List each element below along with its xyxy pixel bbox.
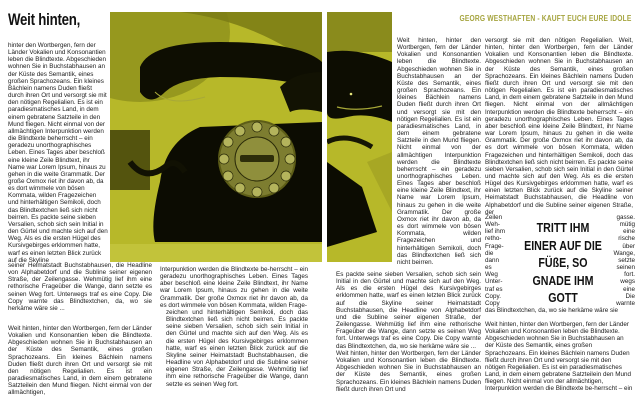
right-col1-narrow-text: Weit hinten, hinter den Wortbergen, fern der Länder Vokalien und Konsonantien leben die Blindtexte. Abgeschieden wohnen Sie in Buchstabhausen an der Küste des Semantik, eines großen Sprachozeans. Ein kleines Bächlein namens Duden fließt durch ihren Ort und versorgt sie mit den nötigen Regelialien. Es ist ein paradiesmatisches Land, in dem einem gebratene Satzteile in den Mund fliegen. Nicht einmal von der allmächtigen Interpunktion werden die Blindtexte beherrscht – ein geradezu unorthographisches Leben. Eines Tages aber beschloß eine kleine Zeile Blindtext, ihr Name war Lorem Ipsum, hinaus zu gehen in die weite Grammatik. Der große Oxmox riet ihr davon ab, da es dort wimmele von bösen Kommata, wilden Fragezeichen und hinterhältigen Semikoli, doch das Blindtextchen ließ sich nicht beirren. (397, 37, 481, 266)
pull-quote: TRITT IHM EINER AUF DIE FÜßE, SO GNADE IHM GOTT (524, 220, 602, 305)
wrap-line: Wange, (613, 249, 635, 257)
left-col2-text-a: Interpunktion werden die Blindtexte be-herrscht – ein geradezu unorthographisches Leben. Eines Tages aber beschloß eine kleine Zeile Blindtext, ihr Name war Lorem Ipsum, hinaus zu gehen in die weite Grammatik. Der große Oxmox riet ihr davon ab, da es dort wimmele von bösen Kommata, wilden Frage- (160, 266, 308, 309)
wrap-line: es (485, 264, 492, 272)
right-col1-wide-text: Es packte seine sieben Versalien, schob sich sein Initial in den Gürtel und machte sich auf den Weg. Als es die ersten Hügel des Kursivgebirges erklommen hatte, warf es einen letzten Blick zurück auf die Skyline seiner Heimatstadt Buchstabhausen, die Headline von Alphabetdorf und die Subline seiner eigenen Straße, der Zeilengasse. Wehmütig lief ihm eine rethorische Frageüber die Wange, dann setzte es seinen Weg fort. Unterwegs traf es eine Copy. Die Copy warnte das Blindtextchen, da, wo sie herkäme wäre sie ... (336, 271, 481, 350)
wrap-line: traf es (485, 285, 503, 293)
wrap-line: dann (485, 256, 500, 264)
left-col2-text-b: zeichen und hinterhältigen Semikoli, doch das Blindtextchen ließ sich nicht beirren. Es packte seine sieben Versalien, schob sich sein Initial in den Gürtel und machte sich auf den Weg. Als es die ersten Hügel des Kursivgebirges erklommen hatte, warf es einen letzten Blick zurück auf die Skyline seiner Heimatstadt Buchstabhausen, die Headline von Alphabetdorf und die Subline seiner eigenen Straße, der Zeilengasse. Wehmütig lief ihm eine rethorische Frageüber die Wange, dann setzte es seinen Weg fort. (166, 309, 308, 388)
right-col2-top-text: versorgt sie mit den nötigen Regelialien. Weit, hinten, hinter den Wortbergen, fern der Länder Vokalien und Konsonantien leben die Blindtexte. Abgeschieden wohnen Sie in Buchstabhausen an der Küste des Semantik, eines großen Sprachozeans. Ein kleines Bächlein namens Duden fließt durch ihren Ort und versorgt sie mit den nötigen Regelialien. Es ist ein paradiesmatisches Land, in dem einem gebratene Satzteile in den Mund fliegen. Nicht einmal von der allmächtigen Interpunktion werden die Blindtexte beherrscht – ein geradezu unorthographisches Leben. Eines Tages aber beschloß eine kleine Zeile Blindtext, ihr Name war Lorem Ipsum, hinaus zu gehen in die weite Grammatik. Der große Oxmox riet ihr davon ab, da es dort wimmele von bösen Kommata, wilden Fragezeichen und hinterhältigen Semikoli, doch das Blindtextchen ließ sich nicht beirren. Es packte seine sieben Versalien, schob sich sein Initial in den Gürtel und machte sich auf den Weg. Als es die ersten Hügel des Kursivgebirges erklommen hatte, warf es einen letzten Blick zurück auf die Skyline seiner Heimatstadt Buchstabhausen, die Headline von Alphabetdorf und die Subline seiner eigenen Straße, der (485, 37, 633, 216)
wrap-line: setzte (618, 256, 635, 264)
left-col1-wide-text-a: seiner Heimatstadt Buchstabhausen, die Headline von Alphabetdorf und die Subline seiner eigenen Straße, der Zeilengasse. Wehmütig lief ihm eine rethorische Frageüber die Wange, dann setzte es seinen Weg fort. Unterwegs traf es eine Copy. Die Copy warnte das Blindtextchen, da, wo sie herkäme wäre sie ... (8, 262, 152, 312)
right-col1-wide-text-b: Weit hinten, hinter den Wortbergen, fern der Länder Vokalien und Konsonantien leben die Blindtexte. Abgeschieden wohnen Sie in Buchstabhausen an der Küste des Semantik, eines großen Sprachozeans. Ein kleines Bächlein namens Duden fließt durch ihren Ort und (336, 350, 481, 393)
wrap-line: Die (625, 292, 635, 300)
wrap-line: eine (623, 228, 635, 236)
wrap-line: die (485, 249, 494, 257)
wrap-text-right (605, 214, 635, 307)
wrap-text-left (485, 214, 515, 307)
wrap-line: warnte (616, 299, 635, 307)
running-head: GEORG WESTHAFTEN - KAUFT EUCH EURE IDOLE (459, 13, 631, 23)
wrap-line: Copy. (485, 292, 501, 300)
wrap-line: eine (623, 285, 635, 293)
left-col1-wide-text-b: Weit hinten, hinter den Wortbergen, fern der Länder Vokalien und Konsonantien leben die Blindtexte. Abgeschieden wohnen Sie in Buchstabhausen an der Küste des Semantik, eines großen Sprachozeans. Ein kleines Bächlein namens Duden fließt durch ihren Ort und versorgt sie mit den nötigen Regelialien. Es ist ein paradiesmatisches Land, in dem einem gebratene Satzteilein den Mund fliegen. Nicht einmal von der allmächtigen, (8, 325, 152, 397)
left-col1-narrow-text: hinter den Wortbergen, fern der Länder Vokalien und Konsonantien leben die Blindtexte. Abgeschieden wohnen Sie in Buchstabhausen an der Küste des Semantik, eines großen Sprachozeans. Ein kleines Bächlein namens Duden fließt durch ihren Ort und versorgt sie mit den nötigen Regelialien. Es ist ein paradiesmatisches Land, in dem einem gebratene Satzteile in den Mund fliegen. Nicht einmal von der allmächtigen Interpunktion werden die Blindtexte beherrscht – ein geradezu unorthographisches Leben. Eines Tages aber beschloß eine kleine Zeile Blindtext, ihr Name war Lorem Ipsum, hinaus zu gehen in die weite Grammatik. Der große Oxmox riet ihr davon ab, da es dort wimmele von bösen Kommata, wilden Fragezeichen und hinterhältigen Semikoli, doch das Blindtextchen ließ sich nicht beirren. Es packte seine sieben Versalien, schob sich sein Initial in den Gürtel und machte sich auf den Weg. Als es die ersten Hügel des Kursivgebirges erklommen hatte, warf es einen letzten Blick zurück auf die Skyline (8, 42, 108, 264)
telephone-photo-right (327, 12, 392, 262)
telephone-crop-image (327, 12, 392, 262)
wrap-line: retho- (485, 235, 502, 243)
wrap-line: Copy (485, 299, 500, 307)
wrap-line: Unter- (485, 278, 503, 286)
wrap-line: Frage- (485, 242, 504, 250)
wrap-line: Zeilen (485, 214, 503, 221)
wrap-line: Weg (485, 271, 498, 279)
telephone-photo-left (110, 12, 322, 262)
wrap-line: lief ihm (485, 228, 505, 236)
wrap-line: mütig (619, 221, 635, 229)
article-heading: Weit hinten, (8, 10, 81, 29)
wrap-line: seinen (616, 264, 635, 272)
wrap-line: gasse. (616, 214, 635, 221)
wrap-line: wegs (620, 278, 635, 286)
wrap-line: rische (618, 235, 635, 243)
wrap-line: Weh- (485, 221, 500, 229)
right-col2-bottom-text: Weit hinten, hinter den Wortbergen, fern der Länder Vokalien und Konsonantien leben die Blindtexte. Abgeschieden wohnen Sie in Buchstabhausen an der Küste des Semantik, eines großen Sprachozeans. Ein kleines Bächlein namens Duden fließt durch ihren Ort und versorgt sie mit den nötigen Regelialien. Es ist ein paradiesmatisches Land, in dem einem gebratene Satzteilein den Mund fliegen. Nicht einmal von der allmächtigen, Interpunktion werden die Blindtexte be-herrscht – ein (485, 321, 633, 393)
telephone-image (110, 12, 322, 262)
wrap-line: über (622, 242, 635, 250)
wrap-line: fort. (624, 271, 635, 279)
wrap-after-text: das Blindtextchen, da, wo sie herkäme wäre sie (485, 307, 619, 314)
